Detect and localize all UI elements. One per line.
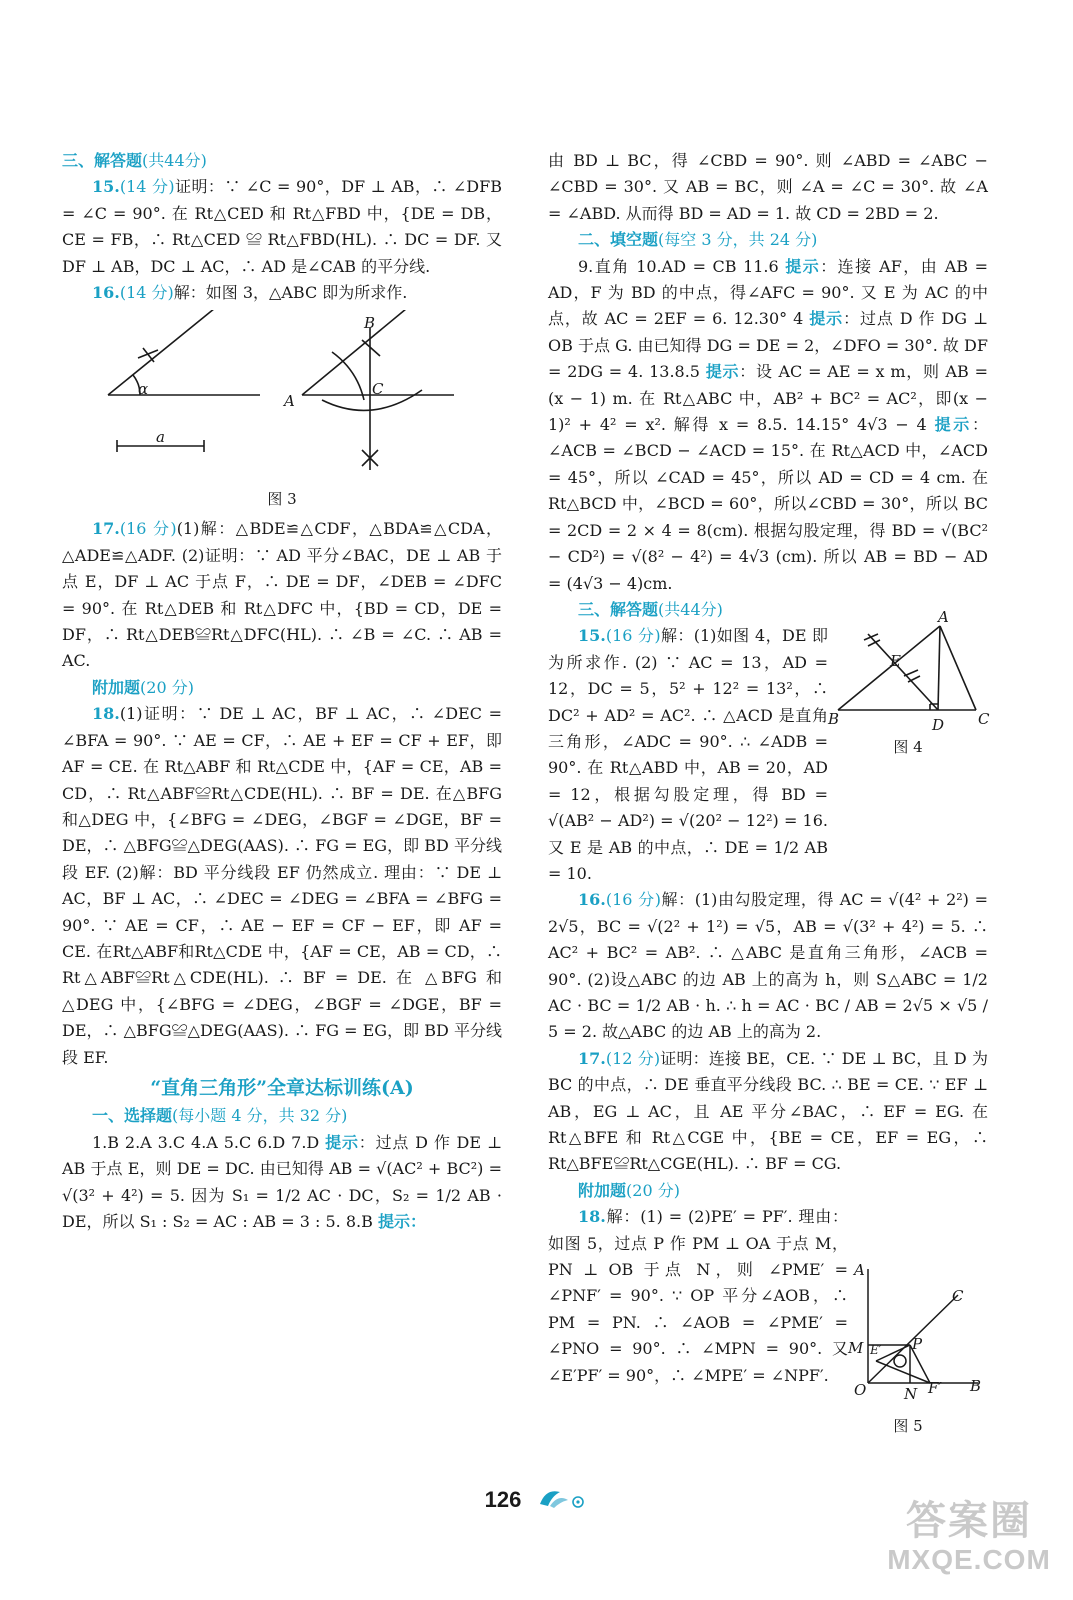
fig5-label-M: M: [848, 1339, 864, 1357]
fig5-label-B: B: [970, 1377, 982, 1395]
fig3-label-A: A: [284, 392, 295, 411]
question-number: 16.: [92, 283, 120, 303]
continued-text: [548, 148, 988, 227]
question-points: (14 分): [119, 283, 174, 303]
answer-text: 证明：∵ ∠C = 90°，DF ⊥ AB，∴ ∠DFB = ∠C = 90°. 在 Rt△CED 和 Rt△FBD 中，{DE = DB，CE = FB，∴ Rt△CED ≌ Rt△FBD(HL). ∴ DC = DF. 又 DF ⊥ AB，DC ⊥ AC，∴ AD 是∠CAB 的平分线.: [62, 177, 502, 276]
extra-points: (20 分): [626, 1180, 680, 1200]
hint-label: 提示: [809, 309, 844, 329]
fig3-label-C: C: [372, 380, 384, 399]
leaf-swirl-icon: [536, 1486, 588, 1514]
section-points: (每空 3 分，共 24 分): [658, 230, 818, 250]
figure-3-caption: 图 3: [267, 490, 297, 509]
fig5-label-N: N: [904, 1385, 918, 1403]
extra-heading: [62, 675, 502, 701]
section-points: (每小题 4 分，共 32 分): [172, 1106, 348, 1126]
hint-label: 提示：: [377, 1212, 426, 1231]
choice-answer: 8.B: [345, 1212, 373, 1231]
answer-text: 证明：连接 BE，CE. ∵ DE ⊥ BC，且 D 为 BC 的中点，∴ DE 垂直平分线段 BC. ∴ BE = CE. ∵ EF ⊥ AB，EG ⊥ AC，且 AE 平分∠BAC，∴ EF = EG. 在Rt△BFE 和 Rt△CGE 中，{BE = CE，EF = EG，∴ Rt△BFE≌Rt△CGE(HL). ∴ BF = CG.: [548, 1048, 988, 1174]
figure-5: [848, 1261, 988, 1445]
section-title: 一、选择题: [92, 1106, 173, 1126]
answer-text: 解：如图 3，△ABC 即为所求作.: [173, 283, 408, 303]
figure-4-caption: 图 4: [893, 738, 923, 756]
section-heading: [62, 148, 502, 174]
section-points: (共44分): [658, 599, 723, 619]
fig3-ray-arm: [108, 310, 220, 395]
fig5-label-O: O: [854, 1381, 867, 1399]
section-title: 三、解答题: [578, 599, 659, 619]
fig5-label-P: P: [912, 1335, 923, 1353]
answer-15: [62, 174, 502, 280]
figure-3-drawing: [62, 310, 502, 485]
fig3-label-B: B: [364, 314, 376, 333]
fig3-arc-b: [332, 352, 364, 400]
section-title: 二、填空题: [578, 230, 659, 250]
fig4-label-D: D: [932, 716, 945, 734]
fill-answer: 12.30° 4: [733, 309, 804, 329]
answer-17: [548, 1046, 988, 1178]
fig4-label-C: C: [978, 710, 990, 728]
question-points: (16 分): [605, 626, 661, 646]
watermark-logo-text: 答案圈: [906, 1499, 1032, 1543]
section-points: (共44分): [142, 151, 207, 170]
question-number: 17.: [578, 1048, 606, 1068]
fig4-altitude-ad: [938, 626, 940, 710]
extra-points: (20 分): [140, 677, 194, 697]
figure-5-caption: 图 5: [893, 1417, 923, 1435]
fig4-label-B: B: [828, 710, 840, 728]
right-column: [548, 148, 990, 1435]
answer-text: 解：(1) = (2)PE′ = PF′. 理由：如图 5，过点 P 作 PM ⊥ OA 于点 M，PN ⊥ OB 于点 N，则 ∠PME′ = ∠PNF′ = 90°. ∵ OP 平分∠AOB，∴ PM = PN. ∴ ∠AOB = ∠PME′ = ∠PNO = 90°. ∴ ∠MPN = 90°. 又 ∠E′PF′ = 90°，∴ ∠MPE′ = ∠NPF′.: [548, 1207, 848, 1385]
extra-title: 附加题: [92, 677, 141, 697]
left-column: [62, 148, 502, 1235]
chapter-title: “直角三角形”全章达标训练(A): [150, 1076, 414, 1099]
fig5-label-F-prime: F′: [928, 1379, 942, 1397]
answer-16: [548, 887, 988, 1045]
hint-label: 提示: [934, 415, 972, 435]
fig4-label-E: E: [890, 652, 901, 670]
section-title: 三、解答题: [62, 151, 143, 170]
hint-text: ：过点 D 作 DE ⊥ AB 于点 E，则 DE = DC. 由已知得 AB = √(AC² + BC²) = √(3² + 4²) = 5. 因为 S₁ = 1/2 AC · DC，S₂ = 1/2 AB · DE，所以 S₁ : S₂ = AC : AB = 3 : 5.: [62, 1132, 502, 1231]
hint-text: ：设 AC = AE = x m，则 AB = (x − 1) m. 在 Rt△ABC 中，AB² + BC² = AC²，即(x − 1)² + 4² = x². 解得 x = 8.5.: [548, 362, 988, 435]
hint-text: ：∠ACB = ∠BCD − ∠ACD = 15°. 在 Rt△ACD 中，∠ACD = 45°，所以 ∠CAD = 45°，所以 AD = CD = 4 cm. 在 Rt△BCD 中，∠BCD = 60°，所以∠CBD = 30°，所以 BC = 2CD = 2 × 4 = 8(cm). 根据勾股定理，得 BD = √(BC² − CD²) = √(8² − 4²) = 4√3 (cm). 所以 AB = BD − AD = (4√3 − 4)cm.: [548, 415, 989, 593]
fig3-label-alpha: α: [138, 380, 149, 399]
fill-answer: 13.8.5: [649, 362, 700, 382]
question-points: (16 分): [605, 890, 661, 910]
hint-text: ：连接 AF，由 AB = AD，F 为 BD 的中点，得∠AFC = 90°. 又 E 为 AC 的中点，故 AC = 2EF = 6.: [548, 256, 988, 329]
fig5-label-A: A: [854, 1261, 865, 1279]
hint-label: 提示: [785, 256, 821, 276]
page-number: 126: [484, 1487, 522, 1512]
answer-16: [62, 280, 502, 306]
question-number: 16.: [578, 890, 606, 910]
figure-4: [828, 608, 990, 756]
hint-label: 提示: [705, 362, 740, 382]
answer-text: (1)解：△BDE≌△CDF，△BDA≌△CDA，△ADE≌△ADF. (2)证明：∵ AD 平分∠BAC，DE ⊥ AB 于点 E，DF ⊥ AC 于点 F，∴ DE = DF，∠DEB = ∠DFC = 90°. 在 Rt△DEB 和 Rt△DFC 中，{BD = CD，DE = DF，∴ Rt△DEB≌Rt△DFC(HL). ∴ ∠B = ∠C. ∴ AB = AC.: [62, 519, 502, 671]
fig3-arc-mark: [138, 348, 158, 362]
extra-heading: [548, 1178, 988, 1204]
question-points: (16 分): [119, 519, 177, 539]
figure-3: [62, 310, 502, 510]
question-points: (12 分): [605, 1048, 661, 1068]
answer-17: [62, 516, 502, 674]
fig3-label-a: a: [156, 428, 165, 447]
figure-4-drawing: [828, 618, 988, 728]
fill-answer: 14.15° 4√3 − 4: [795, 415, 927, 435]
question-number: 18.: [578, 1207, 606, 1227]
fig5-label-C: C: [952, 1287, 964, 1305]
section-heading: [548, 227, 988, 253]
watermark: [879, 1498, 1059, 1588]
answer-18: [62, 701, 502, 1071]
hint-text: ：过点 D 作 DG ⊥ OB 于点 G. 由已知得 DG = DE = 2，∠DFO = 30°. 故 DF = 2DG = 4.: [548, 309, 988, 382]
fig5-label-E-prime: E′: [870, 1343, 882, 1357]
question-points: (14 分): [119, 177, 175, 197]
fig4-side-ab: [838, 626, 940, 710]
choice-answer-list: 1.B 2.A 3.C 4.A 5.C 6.D 7.D: [92, 1132, 320, 1152]
fig4-label-A: A: [938, 608, 949, 626]
choice-answers: [62, 1130, 502, 1236]
fill-answer-list: 9.直角 10.AD = CB 11.6: [578, 256, 779, 276]
answer-15: [548, 623, 828, 887]
answer-18: [548, 1204, 848, 1389]
hint-label: 提示: [325, 1132, 359, 1152]
watermark-url: MXQE.COM: [887, 1544, 1051, 1575]
question-number: 17.: [92, 519, 120, 539]
fig4-segment-de: [868, 634, 938, 710]
question-number: 15.: [92, 177, 120, 197]
question-number: 15.: [578, 626, 606, 646]
extra-title: 附加题: [578, 1180, 627, 1200]
answer-text: 解：(1)由勾股定理，得 AC = √(4² + 2²) = 2√5，BC = √(2² + 1²) = √5，AB = √(3² + 4²) = 5. ∴ AC² + BC² = AB². ∴ △ABC 是直角三角形，∠ACB = 90°. (2)设△ABC 的边 AB 上的高为 h，则 S△ABC = 1/2 AC · BC = 1/2 AB · h. ∴ h = AC · BC / AB = 2√5 × √5 / 5 = 2. 故△ABC 的边 AB 上的高为 2.: [548, 890, 988, 1042]
fig5-angle-mark: [894, 1355, 906, 1367]
question-number: 18.: [92, 704, 120, 724]
fill-answers: [548, 254, 988, 597]
section-heading: [62, 1103, 502, 1129]
figure-5-drawing: [848, 1265, 988, 1395]
answer-text: (1)证明：∵ DE ⊥ AC，BF ⊥ AC，∴ ∠DEC = ∠BFA = 90°. ∵ AE = CF，∴ AE + EF = CF + EF，即 AF = CE. 在 Rt△ABF 和 Rt△CDE 中，{AF = CE，AB = CD，∴ Rt△ABF≌Rt△CDE(HL). ∴ BF = DE. 在△BFG 和△DEG 中，{∠BFG = ∠DEG，∠BGF = ∠DGE，BF = DE，∴ △BFG≌△DEG(AAS). ∴ FG = EG，即 BD 平分线段 EF. (2)解：BD 平分线段 EF 仍然成立. 理由：∵ DE ⊥ AC，BF ⊥ AC，∴ ∠DEC = ∠DEG = ∠BFA = ∠BFG = 90°. ∵ AE = CF，∴ AE − EF = CF − EF，即 AF = CE. 在Rt△ABF和Rt△CDE 中，{AF = CE，AB = CD，∴ Rt△ABF≌Rt△CDE(HL). ∴ BF = DE. 在 △BFG 和 △DEG 中，{∠BFG = ∠DEG，∠BGF = ∠DGE，BF = DE，∴ △BFG≌△DEG(AAS). ∴ FG = EG，即 BD 平分线段 EF.: [62, 704, 502, 1067]
fig4-side-ac: [940, 626, 976, 710]
answer-text: 由 BD ⊥ BC，得 ∠CBD = 90°. 则 ∠ABD = ∠ABC − ∠CBD = 30°. 又 AB = BC，则 ∠A = ∠C = 30°. 故 ∠A = ∠ABD. 从而得 BD = AD = 1. 故 CD = 2BD = 2.: [548, 151, 988, 223]
answer-text: 解：(1)如图 4，DE 即为所求作. (2) ∵ AC = 13，AD = 12，DC = 5，5² + 12² = 13²，∴ DC² + AD² = AC². ∴ △ACD 是直角三角形，∠ADC = 90°. ∴ ∠ADB = 90°. 在 Rt△ABD 中，AB = 20，AD = 12，根据勾股定理，得 BD = √(AB² − AD²) = √(20² − 12²) = 16. 又 E 是 AB 的中点，∴ DE = 1/2 AB = 10.: [548, 626, 828, 883]
